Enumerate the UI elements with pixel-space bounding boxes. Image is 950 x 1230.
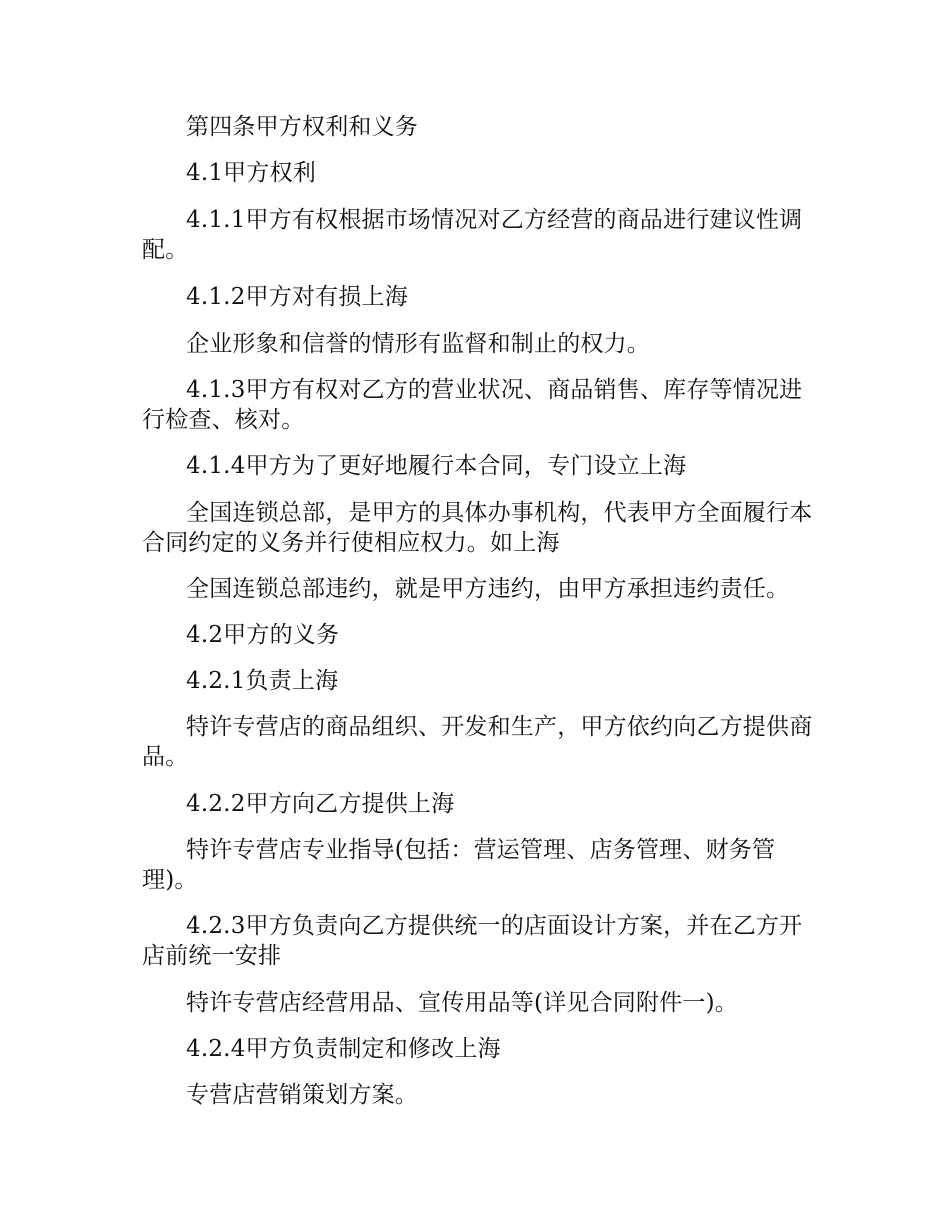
clause-paragraph: 4.1.4甲方为了更好地履行本合同，专门设立上海 — [186, 453, 687, 479]
clause-paragraph: 4.2.3甲方负责向乙方提供统一的店面设计方案，并在乙方开店前统一安排 — [142, 913, 803, 969]
body-paragraph: 全国连锁总部违约，就是甲方违约，由甲方承担违约责任。 — [186, 576, 790, 602]
clause-paragraph: 4.1.1甲方有权根据市场情况对乙方经营的商品进行建议性调配。 — [142, 207, 803, 263]
clause-paragraph: 4.2.2甲方向乙方提供上海 — [186, 791, 455, 817]
section-heading: 4.1甲方权利 — [186, 160, 316, 186]
clause-paragraph: 4.2.4甲方负责制定和修改上海 — [186, 1036, 501, 1062]
clause-paragraph: 4.1.2甲方对有损上海 — [186, 284, 408, 310]
body-paragraph: 特许专营店经营用品、宣传用品等(详见合同附件一)。 — [186, 990, 738, 1016]
body-paragraph: 专营店营销策划方案。 — [186, 1082, 418, 1108]
body-paragraph: 特许专营店的商品组织、开发和生产，甲方依约向乙方提供商品。 — [142, 714, 813, 770]
body-paragraph: 全国连锁总部，是甲方的具体办事机构，代表甲方全面履行本合同约定的义务并行使相应权力。如上海 — [142, 500, 813, 556]
article-heading: 第四条甲方权利和义务 — [186, 114, 418, 140]
section-heading: 4.2甲方的义务 — [186, 622, 340, 648]
body-paragraph: 特许专营店专业指导(包括：营运管理、店务管理、财务管理)。 — [142, 837, 776, 893]
clause-paragraph: 4.2.1负责上海 — [186, 668, 339, 694]
body-paragraph: 企业形象和信誉的情形有监督和制止的权力。 — [186, 331, 650, 357]
clause-paragraph: 4.1.3甲方有权对乙方的营业状况、商品销售、库存等情况进行检查、核对。 — [142, 377, 803, 433]
